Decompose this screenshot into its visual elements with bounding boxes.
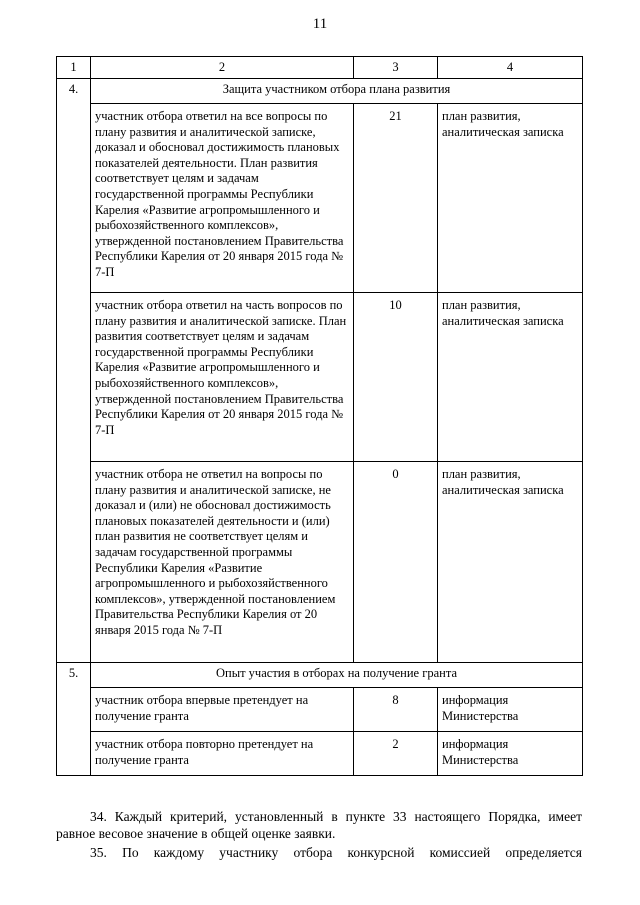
table-row [57, 293, 583, 462]
column-header: 4 [438, 57, 583, 79]
section-title: Защита участником отбора плана развития [91, 79, 583, 104]
table-row [57, 462, 583, 663]
criterion-score: 0 [354, 462, 438, 663]
table-row [57, 688, 583, 732]
criterion-score: 8 [354, 688, 438, 732]
criterion-score: 10 [354, 293, 438, 462]
criterion-description: участник отбора ответил на часть вопросов по плану развития и аналитической записке. План развития соответствует целям и задачам государственной программы Республики Карелия «Развитие агропромышленного и рыбохозяйственного комплексов», утвержденной постановлением Правительства Республики Карелия от 20 января 2015 года № 7-П [91, 293, 354, 462]
section-title: Опыт участия в отборах на получение гранта [91, 663, 583, 688]
column-header: 1 [57, 57, 91, 79]
criterion-source: информация Министерства [438, 688, 583, 732]
criterion-description: участник отбора ответил на все вопросы по плану развития и аналитической записке, доказал и обосновал достижимость плановых показателей деятельности. План развития соответствует целям и задачам государственной программы Республики Карелия «Развитие агропромышленного и рыбохозяйственного комплексов», утвержденной постановлением Правительства Республики Карелия от 20 января 2015 года № 7-П [91, 104, 354, 293]
section-number: 5. [57, 663, 91, 776]
table-header-row [57, 57, 583, 79]
criterion-description: участник отбора впервые претендует на получение гранта [91, 688, 354, 732]
column-header: 2 [91, 57, 354, 79]
criteria-table [56, 56, 583, 776]
table-row [57, 732, 583, 776]
table-row [57, 104, 583, 293]
criterion-description: участник отбора повторно претендует на получение гранта [91, 732, 354, 776]
criterion-source: план развития, аналитическая записка [438, 462, 583, 663]
criterion-source: информация Министерства [438, 732, 583, 776]
section-title-row [57, 663, 583, 688]
paragraph-35: 35. По каждому участнику отбора конкурсной комиссией определяется [90, 845, 582, 860]
criterion-score: 2 [354, 732, 438, 776]
criterion-source: план развития, аналитическая записка [438, 293, 583, 462]
criterion-score: 21 [354, 104, 438, 293]
column-header: 3 [354, 57, 438, 79]
criterion-source: план развития, аналитическая записка [438, 104, 583, 293]
page-number: 11 [312, 16, 328, 32]
paragraph-34: 34. Каждый критерий, установленный в пункте 33 настоящего Порядка, имеет равное весовое значение в общей оценке заявки. [56, 809, 582, 841]
section-number: 4. [57, 79, 91, 663]
criterion-description: участник отбора не ответил на вопросы по плану развития и аналитической записке, не доказал и (или) не обосновал достижимость плановых показателей деятельности и (или) план развития не соответствует целям и задачам государственной программы Республики Карелия «Развитие агропромышленного и рыбохозяйственного комплексов», утвержденной постановлением Правительства Республики Карелия от 20 января 2015 года № 7-П [91, 462, 354, 663]
section-title-row [57, 79, 583, 104]
